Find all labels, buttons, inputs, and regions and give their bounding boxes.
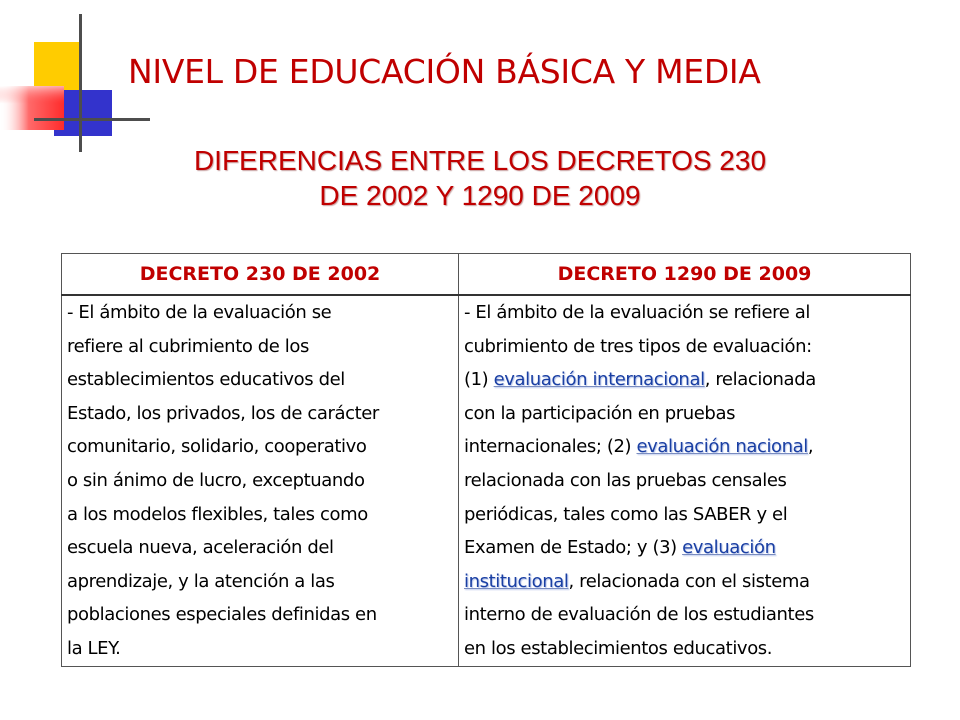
text-segment: - El ámbito de la evaluación se refiere al cubrimiento de tres tipos de evaluación: (1) [464,302,812,391]
cell-decreto-230 [62,295,459,666]
highlight-evaluacion-institucional-part2: institucional [464,570,569,592]
slide-subtitle [0,143,960,213]
subtitle-line-1: DIFERENCIAS ENTRE LOS DECRETOS 230 [193,145,767,176]
horizontal-line [34,118,150,121]
vertical-line [79,14,82,152]
yellow-square [34,42,80,90]
highlight-evaluacion-nacional: evaluación nacional [636,436,808,458]
text-segment: , relacionada con el sistema interno de evaluación de los estudiantes en los establecimientos educativos. [464,570,814,659]
table-header-row [62,254,911,296]
decreto-230-text: - El ámbito de la evaluación se refiere al cubrimiento de los establecimientos educativos del Estado, los privados, los de carácter comunitario, solidario, cooperativo o sin ánimo de lucro, exceptuando a los modelos flexibles, tales como escuela nueva, aceleración del aprendizaje, y la atención a las poblaciones especiales definidas en la LEY. [67,302,379,659]
text-segment: , relacionada con la participación en pruebas internacionales; (2) [464,369,816,458]
decreto-1290-text [459,296,910,666]
highlight-evaluacion-internacional: evaluación internacional [493,369,705,391]
text-segment: , relacionada con las pruebas censales periódicas, tales como las SABER y el Examen de Estado; y (3) [464,436,814,559]
subtitle-line-2: DE 2002 Y 1290 DE 2009 [319,180,641,211]
header-decreto-1290: DECRETO 1290 DE 2009 [459,254,911,296]
cell-decreto-1290 [459,295,911,666]
comparison-table [61,253,911,667]
highlight-evaluacion-institucional-part1: evaluación [682,537,776,559]
slide-title: NIVEL DE EDUCACIÓN BÁSICA Y MEDIA [128,52,761,91]
table-row [62,295,911,666]
header-decreto-230: DECRETO 230 DE 2002 [62,254,459,296]
